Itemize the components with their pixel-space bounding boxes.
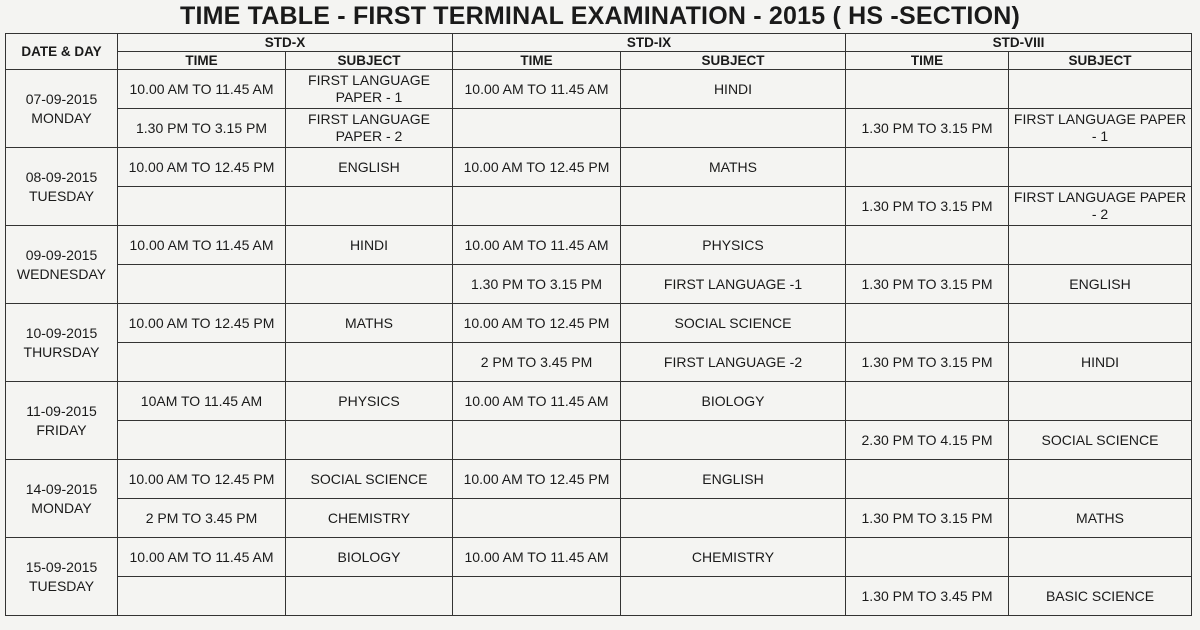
exam-date: 15-09-2015 (25, 558, 98, 575)
std-ix-time-cell: 10.00 AM TO 11.45 AM (453, 382, 621, 421)
header-date-day: DATE & DAY (6, 34, 118, 70)
table-row (6, 304, 1192, 343)
std-viii-subject-cell (1009, 460, 1192, 499)
std-ix-time-cell: 2 PM TO 3.45 PM (453, 343, 621, 382)
std-viii-time-cell: 2.30 PM TO 4.15 PM (846, 421, 1009, 460)
date-day-cell (6, 538, 118, 616)
exam-day: MONDAY (31, 499, 92, 516)
std-x-time-cell (118, 421, 286, 460)
std-viii-subject-cell: FIRST LANGUAGE PAPER - 1 (1009, 109, 1192, 148)
std-ix-subject-cell (621, 421, 846, 460)
header-subject: SUBJECT (286, 52, 453, 70)
exam-day: THURSDAY (23, 343, 100, 360)
std-ix-subject-cell (621, 499, 846, 538)
std-viii-time-cell: 1.30 PM TO 3.15 PM (846, 109, 1009, 148)
std-x-subject-cell: MATHS (286, 304, 453, 343)
date-day-cell (6, 460, 118, 538)
std-viii-time-cell (846, 382, 1009, 421)
std-x-subject-cell (286, 343, 453, 382)
std-viii-subject-cell: HINDI (1009, 343, 1192, 382)
std-x-subject-cell: PHYSICS (286, 382, 453, 421)
std-ix-subject-cell (621, 109, 846, 148)
header-subject: SUBJECT (1009, 52, 1192, 70)
exam-day: MONDAY (31, 109, 92, 126)
std-x-time-cell: 10.00 AM TO 12.45 PM (118, 304, 286, 343)
std-x-subject-cell: CHEMISTRY (286, 499, 453, 538)
std-x-time-cell: 10.00 AM TO 11.45 AM (118, 538, 286, 577)
std-x-time-cell (118, 577, 286, 616)
exam-day: FRIDAY (36, 421, 87, 438)
std-x-subject-cell: FIRST LANGUAGE PAPER - 2 (286, 109, 453, 148)
header-time: TIME (846, 52, 1009, 70)
table-row (6, 421, 1192, 460)
table-row (6, 265, 1192, 304)
date-day-cell (6, 148, 118, 226)
std-viii-time-cell (846, 148, 1009, 187)
table-row (6, 109, 1192, 148)
std-x-subject-cell: ENGLISH (286, 148, 453, 187)
std-ix-time-cell (453, 577, 621, 616)
std-x-time-cell (118, 187, 286, 226)
std-viii-subject-cell: BASIC SCIENCE (1009, 577, 1192, 616)
header-time: TIME (118, 52, 286, 70)
std-viii-time-cell: 1.30 PM TO 3.15 PM (846, 187, 1009, 226)
std-x-time-cell: 2 PM TO 3.45 PM (118, 499, 286, 538)
table-row (6, 343, 1192, 382)
std-viii-time-cell: 1.30 PM TO 3.15 PM (846, 499, 1009, 538)
std-viii-subject-cell (1009, 148, 1192, 187)
table-row (6, 460, 1192, 499)
page-title: TIME TABLE - FIRST TERMINAL EXAMINATION - 2015 ( HS -SECTION) (180, 2, 1020, 30)
std-x-time-cell: 1.30 PM TO 3.15 PM (118, 109, 286, 148)
header-std-x: STD-X (118, 34, 453, 52)
std-viii-time-cell: 1.30 PM TO 3.15 PM (846, 343, 1009, 382)
std-x-subject-cell (286, 265, 453, 304)
exam-date: 11-09-2015 (26, 402, 97, 419)
std-x-subject-cell: SOCIAL SCIENCE (286, 460, 453, 499)
exam-date: 10-09-2015 (25, 324, 98, 341)
table-row (6, 148, 1192, 187)
std-x-subject-cell (286, 421, 453, 460)
std-x-time-cell: 10.00 AM TO 12.45 PM (118, 460, 286, 499)
std-ix-subject-cell: FIRST LANGUAGE -2 (621, 343, 846, 382)
std-viii-subject-cell: ENGLISH (1009, 265, 1192, 304)
std-viii-subject-cell: FIRST LANGUAGE PAPER - 2 (1009, 187, 1192, 226)
std-ix-subject-cell: CHEMISTRY (621, 538, 846, 577)
std-viii-time-cell: 1.30 PM TO 3.15 PM (846, 265, 1009, 304)
std-x-time-cell: 10.00 AM TO 12.45 PM (118, 148, 286, 187)
std-ix-subject-cell: SOCIAL SCIENCE (621, 304, 846, 343)
header-time: TIME (453, 52, 621, 70)
std-ix-subject-cell: MATHS (621, 148, 846, 187)
timetable (5, 33, 1192, 616)
std-ix-subject-cell (621, 577, 846, 616)
exam-day: TUESDAY (28, 187, 95, 204)
std-x-subject-cell (286, 577, 453, 616)
table-row (6, 187, 1192, 226)
exam-date: 14-09-2015 (25, 480, 98, 497)
date-day-cell (6, 70, 118, 148)
std-viii-time-cell (846, 226, 1009, 265)
exam-date: 08-09-2015 (25, 168, 98, 185)
std-viii-time-cell (846, 304, 1009, 343)
std-x-subject-cell: BIOLOGY (286, 538, 453, 577)
table-row (6, 499, 1192, 538)
date-day-cell (6, 382, 118, 460)
std-viii-subject-cell: SOCIAL SCIENCE (1009, 421, 1192, 460)
std-ix-subject-cell: BIOLOGY (621, 382, 846, 421)
std-viii-subject-cell (1009, 70, 1192, 109)
std-ix-time-cell: 10.00 AM TO 11.45 AM (453, 70, 621, 109)
table-row (6, 538, 1192, 577)
header-subject: SUBJECT (621, 52, 846, 70)
std-ix-time-cell (453, 109, 621, 148)
std-ix-time-cell: 10.00 AM TO 12.45 PM (453, 460, 621, 499)
std-viii-subject-cell (1009, 304, 1192, 343)
header-std-viii: STD-VIII (846, 34, 1192, 52)
std-x-subject-cell: HINDI (286, 226, 453, 265)
std-ix-subject-cell: HINDI (621, 70, 846, 109)
std-ix-subject-cell: PHYSICS (621, 226, 846, 265)
std-viii-subject-cell (1009, 382, 1192, 421)
std-ix-time-cell: 10.00 AM TO 11.45 AM (453, 226, 621, 265)
exam-day: WEDNESDAY (16, 265, 107, 282)
std-viii-time-cell (846, 70, 1009, 109)
std-ix-time-cell (453, 187, 621, 226)
std-ix-time-cell: 10.00 AM TO 12.45 PM (453, 148, 621, 187)
date-day-cell (6, 226, 118, 304)
std-ix-subject-cell: FIRST LANGUAGE -1 (621, 265, 846, 304)
date-day-cell (6, 304, 118, 382)
std-x-time-cell (118, 343, 286, 382)
std-viii-time-cell: 1.30 PM TO 3.45 PM (846, 577, 1009, 616)
exam-date: 07-09-2015 (25, 90, 98, 107)
std-viii-time-cell (846, 460, 1009, 499)
std-ix-time-cell: 1.30 PM TO 3.15 PM (453, 265, 621, 304)
std-x-time-cell: 10AM TO 11.45 AM (118, 382, 286, 421)
std-x-subject-cell: FIRST LANGUAGE PAPER - 1 (286, 70, 453, 109)
exam-day: TUESDAY (28, 577, 95, 594)
std-ix-subject-cell: ENGLISH (621, 460, 846, 499)
std-viii-subject-cell: MATHS (1009, 499, 1192, 538)
std-viii-subject-cell (1009, 226, 1192, 265)
table-row (6, 226, 1192, 265)
std-viii-time-cell (846, 538, 1009, 577)
exam-date: 09-09-2015 (25, 246, 98, 263)
header-std-ix: STD-IX (453, 34, 846, 52)
std-viii-subject-cell (1009, 538, 1192, 577)
table-row (6, 382, 1192, 421)
std-ix-subject-cell (621, 187, 846, 226)
table-row (6, 577, 1192, 616)
std-ix-time-cell (453, 499, 621, 538)
std-ix-time-cell (453, 421, 621, 460)
std-ix-time-cell: 10.00 AM TO 11.45 AM (453, 538, 621, 577)
std-x-subject-cell (286, 187, 453, 226)
std-ix-time-cell: 10.00 AM TO 12.45 PM (453, 304, 621, 343)
std-x-time-cell (118, 265, 286, 304)
std-x-time-cell: 10.00 AM TO 11.45 AM (118, 70, 286, 109)
table-row (6, 70, 1192, 109)
std-x-time-cell: 10.00 AM TO 11.45 AM (118, 226, 286, 265)
